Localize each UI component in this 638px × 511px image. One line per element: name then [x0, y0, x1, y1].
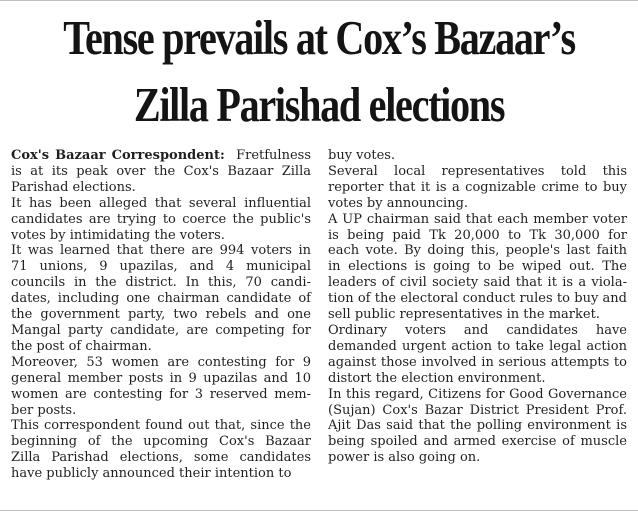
article-column-left: [11, 148, 311, 482]
article-paragraph: buy votes.: [328, 148, 396, 163]
article-paragraph: [11, 148, 311, 196]
paragraph-text: Fretfulness is at its peak over the Cox's Bazaar Zilla Parishad elections.: [11, 148, 311, 195]
article-column-right: [328, 148, 627, 466]
article-paragraph: It was learned that there are 994 voters in 71 unions, 9 upazilas, and 4 municipal councils in the district. In this, 70 candidates, including one chairman candidate of the government party, two rebels and one Mangal party candidate, are competing for the post of chairman.: [11, 243, 311, 354]
article-paragraph: Several local representatives told this reporter that it is a cognizable crime to buy votes by announcing.: [328, 163, 627, 211]
article-paragraph: It has been alleged that several influential candidates are trying to coerce the public's votes by intimidating the voters.: [11, 195, 311, 243]
headline-line-2: Zilla Parishad elections: [133, 77, 505, 132]
article-byline: Cox's Bazaar Correspondent:: [11, 148, 225, 163]
headline-line-1: Tense prevails at Cox’s Bazaar’s: [63, 10, 575, 65]
article-paragraph: In this regard, Citizens for Good Governance (Sujan) Cox's Bazar District President Prof. Ajit Das said that the polling environment is being spoiled and armed exercise of muscle power is also going on.: [328, 386, 627, 466]
article-paragraph: This correspondent found out that, since the beginning of the upcoming Cox's Bazaar Zilla Parishad elections, some candidates have publicly announced their intention to: [11, 418, 311, 482]
article-body: [11, 148, 627, 510]
article-paragraph: Moreover, 53 women are contesting for 9 general member posts in 9 upazilas and 10 women are contesting for 3 reserved member posts.: [11, 354, 311, 418]
article-paragraph: A UP chairman said that each member voter is being paid Tk 20,000 to Tk 30,000 for each vote. By doing this, people's last faith in elections is going to be wiped out. The leaders of civil society said that it is a violation of the electoral conduct rules to buy and sell public representatives in the market.: [328, 211, 627, 323]
article-paragraph: Ordinary voters and candidates have demanded urgent action to take legal action against those involved in serious attempts to distort the election environment.: [328, 322, 627, 386]
